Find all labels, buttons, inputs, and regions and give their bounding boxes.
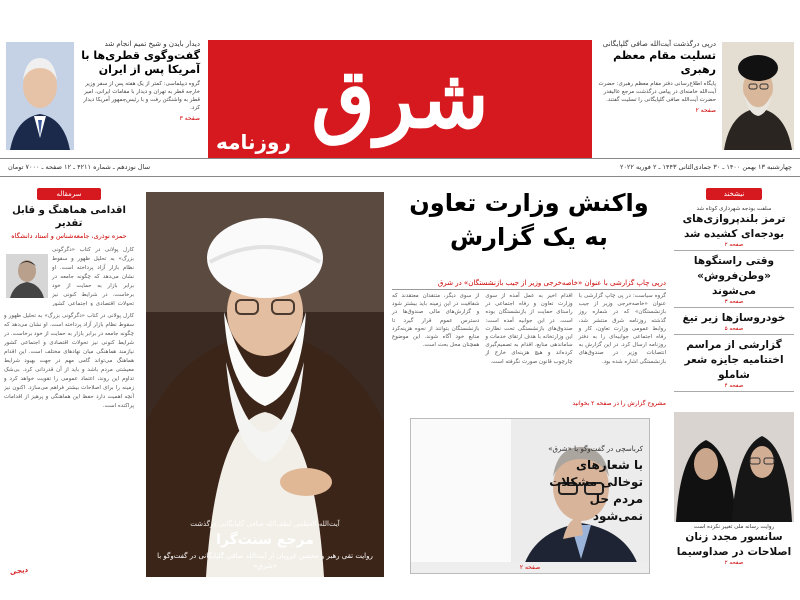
editorial-text: کارل پولانی در کتاب «دگرگونی بزرگ» به تحلیل ظهور و سقوط نظام بازار آزاد پرداخته است. او نشان می‌دهد که چگونه جامعه در برابر بازار به حمایت از خود برخاست. در شرایط کنونی نیز تحولات اقتصادی و اجتماعی کشور نیازمند هماهنگی میان نهادهای مختلف است. این اقدام هماهنگ می‌تواند گامی مهم در جهت بهبود شرایط معیشتی مردم باشد و باید از آن قدردانی کرد. بی‌شک تداوم این روند، اعتماد عمومی را تقویت خواهد کرد و زمینه را برای اصلاحات بیشتر فراهم می‌سازد. اکنون نیز آنچه اهمیت دارد حفظ این هماهنگی و پرهیز از اقدامات پراکنده است. <box>4 313 134 409</box>
right-item-page: صفحه ۲ <box>724 242 744 248</box>
bottom-story-title[interactable]: سانسور مجدد زنان اصلاحات در صداوسیما <box>676 531 792 558</box>
interview-text <box>543 445 643 525</box>
main-story-col-middle: اقدام اخیر به عمل آمده از سوی وزارت تعاون و رفاه اجتماعی در راستای حمایت از بازنشستگان بوده است. در این جوابیه آمده است: صندوق‌های بازنشستگی تحت نظارت این وزارتخانه با هدف ارتقای خدمات و ساماندهی منابع، اقدام به تصمیم‌گیری کرده‌اند و هیچ هزینه‌ای خارج از چارچوب قانون صورت نگرفته است. <box>485 293 573 365</box>
main-story-body <box>392 292 666 410</box>
editorial-title[interactable]: اقدامی هماهنگ و قابل تقدیر <box>12 205 126 229</box>
stamp-watermark: دیجی <box>9 565 29 577</box>
left-story-kicker: دیدار بایدن و شیخ تمیم انجام شد <box>104 40 200 48</box>
right-item-1[interactable] <box>674 203 794 251</box>
main-story-col-left: از سوی دیگر، منتقدان معتقدند که شفافیت در این زمینه باید بیشتر شود و گزارش‌های مالی صندوق‌ها در دسترس عموم قرار گیرد تا بازنشستگان بتوانند از نحوه هزینه‌کرد منابع خود آگاه شوند. این موضوع همچنان محل بحث است. <box>392 293 480 349</box>
right-story-body: پایگاه اطلاع‌رسانی دفتر مقام معظم رهبری: حضرت آیت‌الله خامنه‌ای در پیامی درگذشت مرجع عالیقدر حضرت آیت‌الله صافی گلپایگانی را تسلیت گفتند. <box>598 80 716 103</box>
right-story-title[interactable]: تسلیت مقام معظم رهبری <box>613 49 716 77</box>
left-story-page: صفحه ۳ <box>179 114 200 122</box>
right-item-3[interactable] <box>674 308 794 335</box>
logo-sub: روزنامه <box>216 130 291 154</box>
right-column-label: نیشخند <box>706 188 762 200</box>
right-bottom-story[interactable] <box>674 524 794 566</box>
women-photo <box>674 412 794 522</box>
right-item-title[interactable]: ترمز بلندپروازی‌های بودجه‌ای کشیده شد <box>682 213 786 240</box>
editorial-text-top: کارل پولانی در کتاب «دگرگونی بزرگ» به تحلیل ظهور و سقوط نظام بازار آزاد پرداخته است. او نشان می‌دهد که چگونه جامعه در برابر بازار به حمایت از خود برخاست. در شرایط کنونی نیز تحولات اقتصادی و اجتماعی کشور <box>52 247 134 306</box>
right-item-page: صفحه ۴ <box>724 383 744 389</box>
right-story-page: صفحه ۲ <box>695 106 716 114</box>
feature-title[interactable]: مرجع سنت‌گرا <box>216 532 314 549</box>
right-masthead-story[interactable] <box>596 40 716 114</box>
dateline: چهارشنبه ۱۳ بهمن ۱۴۰۰ ـ ۳۰ جمادی‌الثانی ۱۴۴۳ ـ ۲ فوریه ۲۰۲۲ <box>619 163 792 171</box>
main-headline[interactable] <box>392 186 666 254</box>
right-item-title[interactable]: خودروسازها زیر تیغ <box>682 312 786 324</box>
author-portrait <box>6 254 48 298</box>
right-item-title[interactable]: گزارشی از مراسم اختتامیه جایزه شعر شاملو <box>684 339 784 381</box>
logo-word: شرق <box>311 51 489 147</box>
main-headline-line-2[interactable]: به یک گزارش <box>450 223 608 251</box>
left-story-title[interactable]: گفت‌وگوی قطری‌ها با آمریکا پس از ایران <box>81 49 200 77</box>
right-item-2[interactable] <box>674 251 794 308</box>
left-story-body: گروه دیپلماسی: کمتر از یک هفته پس از سفر وزیر خارجه قطر به تهران و دیدار با مقامات ایرانی، امیر قطر به واشنگتن رفت و با رئیس‌جمهور آمریکا دیدار کرد. <box>83 80 200 111</box>
interview-page-ref: صفحه ۲ <box>411 562 649 573</box>
main-story-col-right: گروه سیاست: در پی چاپ گزارشی با عنوان «خاصه‌خرجی وزیر از جیب بازنشستگان» که در شماره روز گذشته روزنامه شرق منتشر شد، روابط عمومی وزارت تعاون، کار و رفاه اجتماعی جوابیه‌ای را به دفتر روزنامه ارسال کرد. در این گزارش به انتصابات وزیر در صندوق‌های بازنشستگی اشاره شده بود. <box>578 293 666 365</box>
right-news-column <box>674 188 794 392</box>
interview-box[interactable] <box>410 418 650 574</box>
feature-caption <box>152 520 378 571</box>
editorial-tag: سرمقاله <box>37 188 101 200</box>
newspaper-logo <box>208 40 592 158</box>
editorial-column[interactable] <box>4 188 134 580</box>
issue-info: سال نوزدهم ـ شماره ۴۲۱۱ ـ ۱۲ صفحه ـ ۷۰۰۰ تومان <box>8 163 151 171</box>
main-story-kicker: درپی چاپ گزارشی با عنوان «خاصه‌خرجی وزیر از جیب بازنشستگان» در شرق <box>392 276 666 290</box>
cleric-feature-photo[interactable] <box>146 192 384 577</box>
right-item-page: صفحه ۵ <box>724 326 744 332</box>
right-item-4[interactable] <box>674 335 794 392</box>
interview-kicker: کرباسچی در گفت‌وگو با «شرق» <box>548 445 643 453</box>
right-story-kicker: درپی درگذشت آیت‌الله صافی گلپایگانی <box>602 40 716 48</box>
editorial-author: حمزه نوذری، جامعه‌شناس و استاد دانشگاه <box>11 232 127 240</box>
main-story-page-ref[interactable]: مشروح گزارش را در صفحه ۲ بخوانید <box>572 400 666 407</box>
right-item-page: صفحه ۳ <box>724 299 744 305</box>
right-item-title[interactable]: وقتی راستگوها «وطن‌فروش» می‌شوند <box>693 255 775 297</box>
bottom-story-kicker: روایت رسانه ملی تغییر نکرده است <box>693 524 775 530</box>
bottom-story-page: صفحه ۲ <box>724 560 744 566</box>
feature-kicker: آیت‌الله العظمی لطف‌الله صافی گلپایگانی درگذشت <box>190 520 340 529</box>
leader-photo <box>722 42 794 150</box>
left-masthead-story[interactable] <box>80 40 200 122</box>
main-headline-line-1[interactable]: واکنش وزارت تعاون <box>409 189 649 217</box>
biden-photo <box>6 42 74 150</box>
right-item-kicker: سلفت بودجه شهرداری کوتاه شد <box>696 206 772 212</box>
interview-title[interactable]: با شعارهای توخالی مشکلات مردم حل نمی‌شود <box>549 458 643 523</box>
masthead-rule <box>0 158 800 159</box>
feature-sub: روایت تقی رهبر و محسن غرویان از آیت‌الله صافی گلپایگانی در گفت‌وگو با «شرق» <box>157 552 373 570</box>
dateline-rule <box>0 176 800 177</box>
